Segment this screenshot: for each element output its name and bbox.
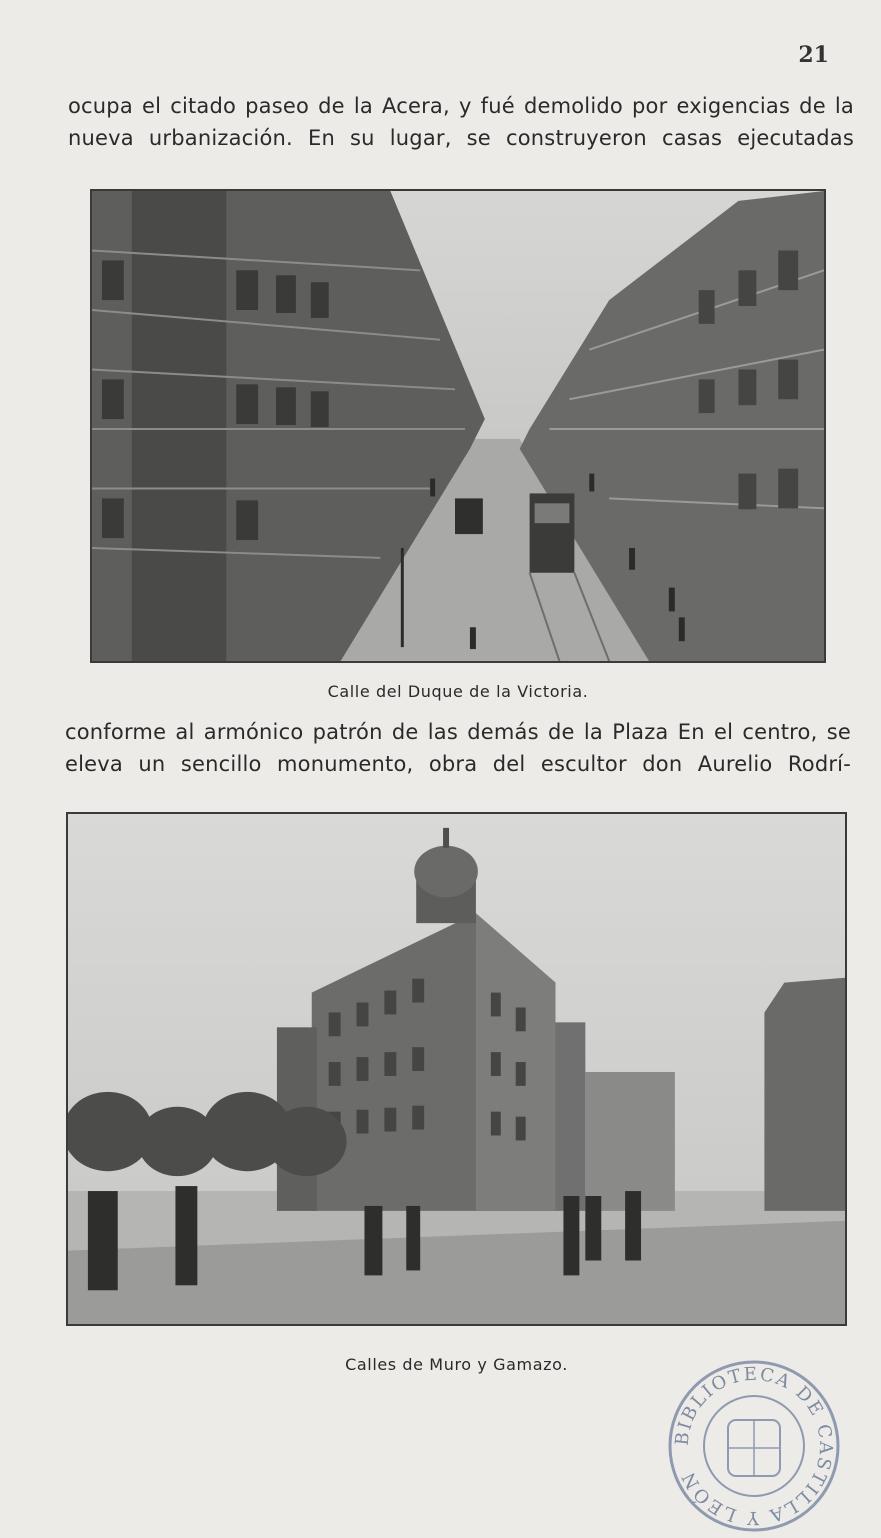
paragraph-top: ocupa el citado paseo de la Acera, y fué demolido por exigencias de la nueva urbanización. En su lugar, se construyeron casas ejecutadas [68, 94, 854, 150]
svg-text:BIBLIOTECA DE CASTILLA Y LEÓN: BIBLIOTECA DE CASTILLA Y LEÓN [671, 1363, 837, 1529]
street-photo-illustration [92, 191, 824, 661]
page-number: 21 [798, 42, 829, 68]
corner-building-photo-illustration [68, 814, 845, 1324]
paragraph-middle: conforme al armónico patrón de las demás de la Plaza En el centro, se eleva un sencillo monumento, obra del escultor don Aurelio Rodrí- [65, 720, 851, 776]
photo-calles-muro-gamazo [66, 812, 847, 1326]
library-seal-icon [666, 1358, 842, 1534]
caption-calles-muro-gamazo: Calles de Muro y Gamazo. [345, 1355, 568, 1374]
caption-calle-duque-victoria: Calle del Duque de la Victoria. [327, 682, 589, 701]
photo-calle-duque-victoria [90, 189, 826, 663]
library-stamp [666, 1358, 842, 1534]
